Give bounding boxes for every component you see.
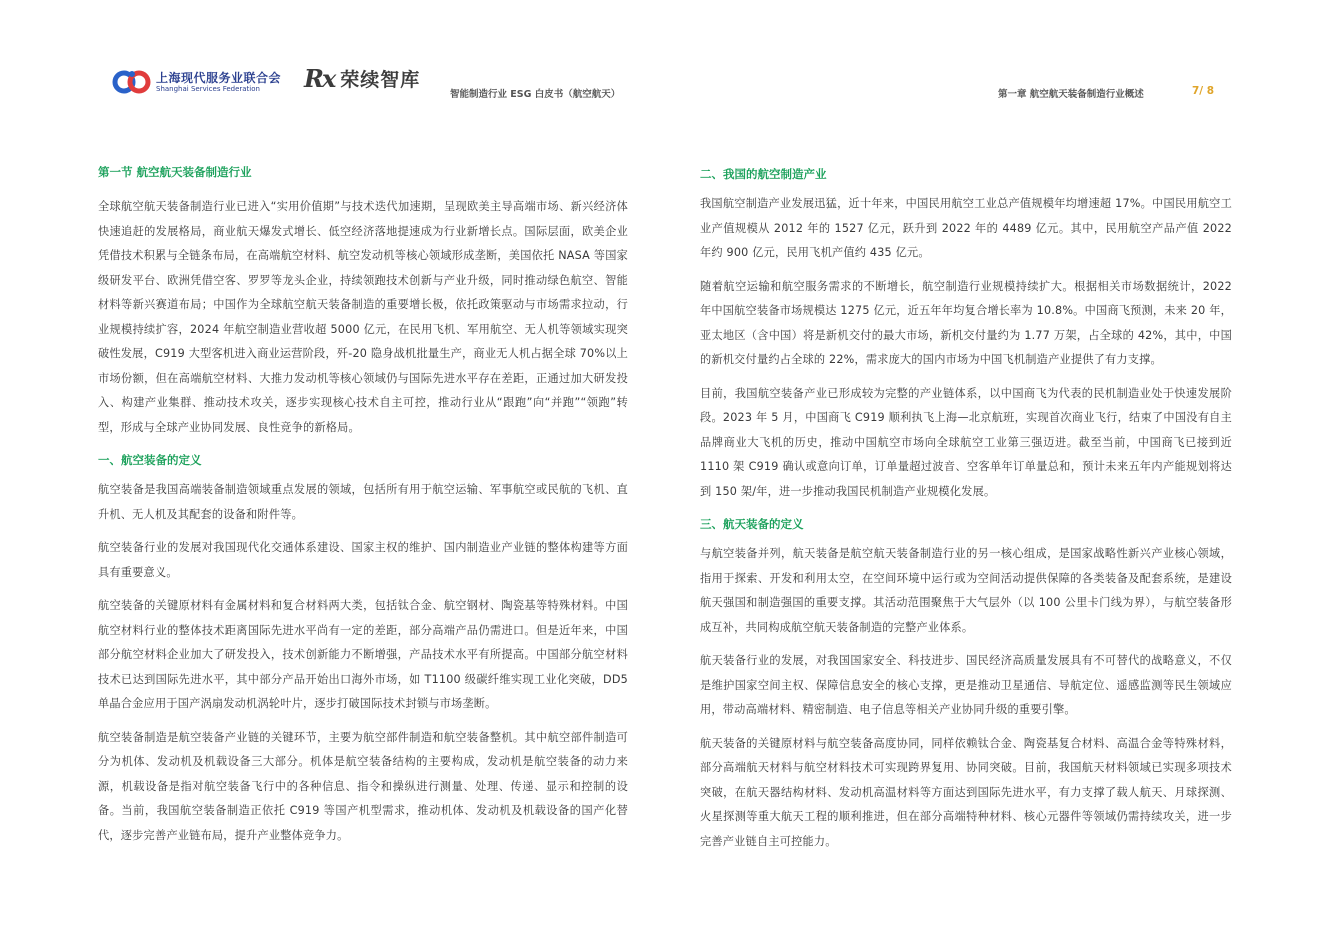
paragraph: 随着航空运输和航空服务需求的不断增长，航空制造行业规模持续扩大。根据相关市场数据统计，2022 年中国航空装备市场规模达 1275 亿元，近五年年均复合增长率为 10.8%。中国商飞预测，未来 20 年，亚太地区（含中国）将是新机交付的最大市场，新机交付量约为 1.77 万架，占全球的 42%，其中，中国的新机交付量约占全球的 22%，需求庞大的国内市场为中国飞机制造产业提供了有力支撑。 <box>700 279 1232 366</box>
federation-name-en: Shanghai Services Federation <box>156 84 260 93</box>
paragraph: 航空装备的关键原材料有金属材料和复合材料两大类，包括钛合金、航空钢材、陶瓷基等特殊材料。中国航空材料行业的整体技术距离国际先进水平尚有一定的差距，部分高端产品仍需进口。但是近年来，中国部分航空材料企业加大了研发投入，技术创新能力不断增强，产品技术水平有所提高。中国部分航空材料技术已达到国际先进水平，其中部分产品开始出口海外市场，如 T1100 级碳纤维实现工业化突破，DD5 单晶合金应用于国产涡扇发动机涡轮叶片，逐步打破国际技术封锁与市场垄断。 <box>98 599 628 710</box>
think-tank-name: 荣续智库 <box>340 69 421 91</box>
paragraph: 航天装备行业的发展，对我国国家安全、科技进步、国民经济高质量发展具有不可替代的战略意义，不仅是维护国家空间主权、保障信息安全的核心支撑，更是推动卫星通信、导航定位、遥感监测等民生领域应用，带动高端材料、精密制造、电子信息等相关产业协同升级的重要引擎。 <box>700 654 1232 716</box>
left-column <box>98 161 628 857</box>
federation-name-cn: 上海现代服务业联合会 <box>156 70 282 85</box>
section-title: 第一节 航空航天装备制造行业 <box>98 165 252 179</box>
paragraph: 航空装备行业的发展对我国现代化交通体系建设、国家主权的维护、国内制造业产业链的整体构建等方面具有重要意义。 <box>98 541 628 579</box>
paragraph: 航空装备是我国高端装备制造领域重点发展的领域，包括所有用于航空运输、军事航空或民航的飞机、直升机、无人机及其配套的设备和附件等。 <box>98 483 628 521</box>
paragraph: 与航空装备并列，航天装备是航空航天装备制造行业的另一核心组成，是国家战略性新兴产业核心领域，指用于探索、开发和利用太空，在空间环境中运行或为空间活动提供保障的各类装备及配套系统，是建设航天强国和制造强国的重要支撑。其活动范围聚焦于大气层外（以 100 公里卡门线为界），与航空装备形成互补，共同构成航空航天装备制造的完整产业体系。 <box>700 547 1232 634</box>
heading-aviation-definition: 一、航空装备的定义 <box>98 453 202 467</box>
shanghai-services-federation-logo <box>112 66 281 98</box>
paragraph: 航天装备的关键原材料与航空装备高度协同，同样依赖钛合金、陶瓷基复合材料、高温合金等特殊材料，部分高端航天材料与航空材料技术可实现跨界复用、协同突破。目前，我国航天材料领域已实现多项技术突破，在航天器结构材料、发动机高温材料等方面达到国际先进水平，有力支撑了载人航天、月球探测、火星探测等重大航天工程的顺利推进，但在部分高端特种材料、核心元器件等领域仍需持续攻关，进一步完善产业链自主可控能力。 <box>700 736 1232 848</box>
right-column <box>700 161 1232 863</box>
chapter-title: 第一章 航空航天装备制造行业概述 <box>998 89 1144 100</box>
federation-emblem-icon <box>112 66 152 98</box>
document-title: 智能制造行业 ESG 白皮书（航空航天） <box>450 89 621 100</box>
paragraph: 我国航空制造产业发展迅猛，近十年来，中国民用航空工业总产值规模年均增速超 17%。中国民用航空工业产值规模从 2012 年的 1527 亿元，跃升到 2022 年的 4489 亿元。其中，民用航空产品产值 2022 年约 900 亿元，民用飞机产值约 435 亿元。 <box>700 197 1232 259</box>
paragraph: 航空装备制造是航空装备产业链的关键环节，主要为航空部件制造和航空装备整机。其中航空部件制造可分为机体、发动机及机载设备三大部分。机体是航空装备结构的主要构成，发动机是航空装备的动力来源，机载设备是指对航空装备飞行中的各种信息、指令和操纵进行测量、处理、传递、显示和控制的设备。当前，我国航空装备制造正依托 C919 等国产机型需求，推动机体、发动机及机载设备的国产化替代，逐步完善产业链布局，提升产业整体竞争力。 <box>98 730 628 842</box>
intro-paragraph: 全球航空航天装备制造行业已进入“实用价值期”与技术迭代加速期，呈现欧美主导高端市场、新兴经济体快速追赶的发展格局，商业航天爆发式增长、低空经济落地提速成为行业新增长点。国际层面，欧美企业凭借技术积累与全链条布局，在高端航空材料、航空发动机等核心领域形成垄断，美国依托 NASA 等国家级研发平台、欧洲凭借空客、罗罗等龙头企业，持续领跑技术创新与产业升级，同时推动绿色航空、智能材料等新兴赛道布局；中国作为全球航空航天装备制造的重要增长极，依托政策驱动与市场需求拉动，行业规模持续扩容，2024 年航空制造业营收超 5000 亿元，在民用飞机、军用航空、无人机等领域实现突破性发展，C919 大型客机进入商业运营阶段，歼-20 隐身战机批量生产，商业无人机占据全球 70%以上市场份额，但在高端航空材料、大推力发动机等核心领域仍与国际先进水平存在差距，正通过加大研发投入、构建产业集群、推动技术攻关，逐步实现核心技术自主可控，推动行业从“跟跑”向“并跑”“领跑”转型，形成与全球产业协同发展、良性竞争的新格局。 <box>98 200 628 434</box>
paragraph: 目前，我国航空装备产业已形成较为完整的产业链体系，以中国商飞为代表的民机制造业处于快速发展阶段。2023 年 5 月，中国商飞 C919 顺利执飞上海—北京航班，实现首次商业飞行，结束了中国没有自主品牌商业大飞机的历史，推动中国航空市场向全球航空工业第三强迈进。截至当前，中国商飞已接到近 1110 架 C919 确认或意向订单，订单量超过波音、空客单年订单量总和，预计未来五年内产能规划将达到 150 架/年，进一步推动我国民机制造产业规模化发展。 <box>700 386 1232 498</box>
think-tank-mark: Rx <box>304 64 335 93</box>
page-header <box>0 60 1323 110</box>
heading-aerospace-definition: 三、航天装备的定义 <box>700 517 804 531</box>
heading-china-aviation-industry: 二、我国的航空制造产业 <box>700 167 827 181</box>
rongxu-think-tank-logo <box>304 64 420 93</box>
page-number: 7/ 8 <box>1192 85 1215 97</box>
